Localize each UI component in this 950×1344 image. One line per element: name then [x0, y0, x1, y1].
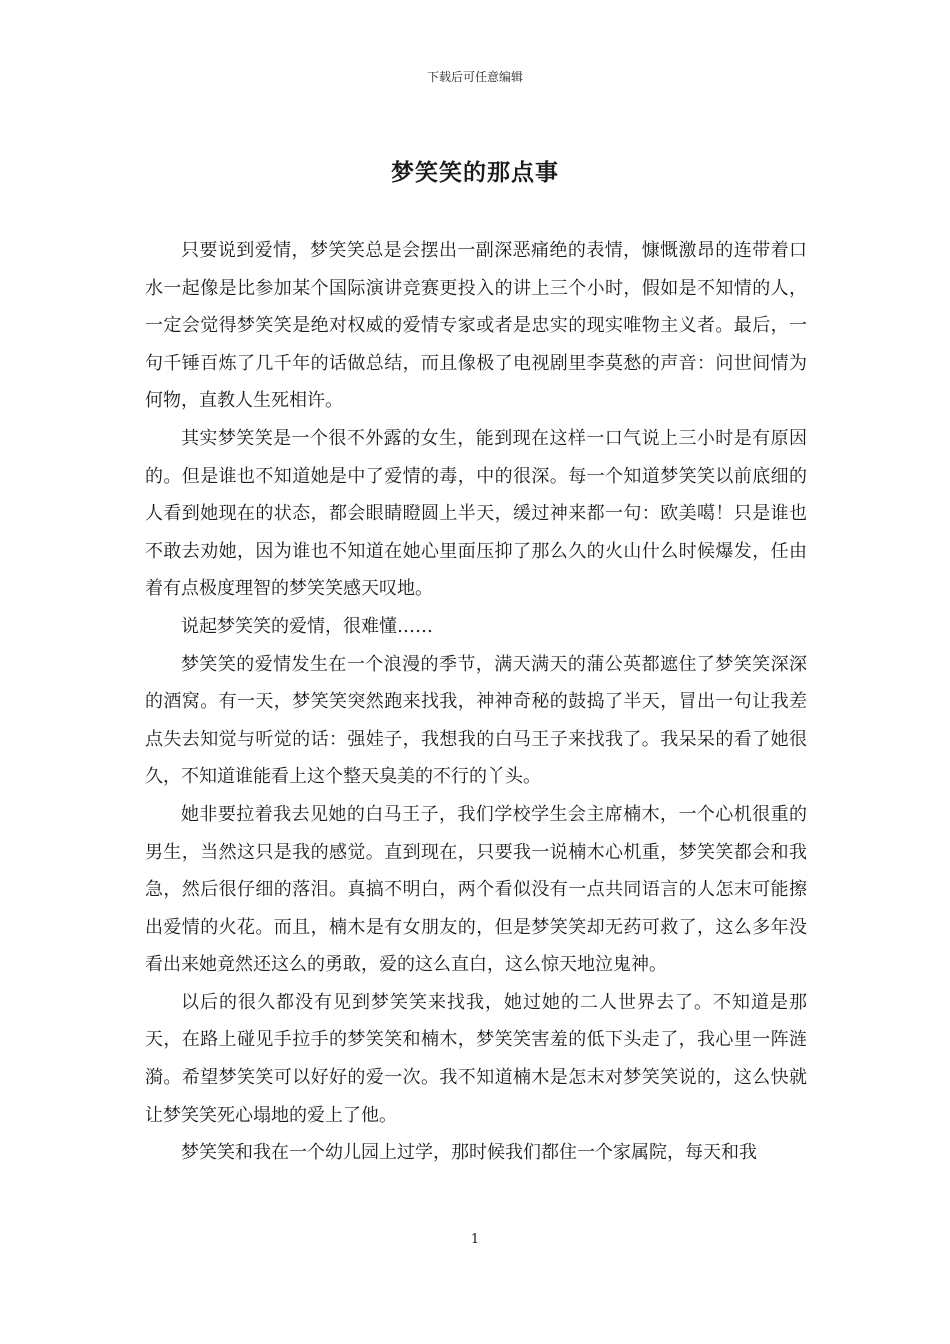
paragraph: 说起梦笑笑的爱情，很难懂……: [181, 615, 433, 637]
paragraph: 梦笑笑的爱情发生在一个浪漫的季节，满天满天的蒲公英都遮住了梦笑笑深深的酒窝。有一天，梦笑笑突然跑来找我，神神奇秘的鼓捣了半天，冒出一句让我差点失去知觉与听觉的话：强娃子，我想我的白马王子来找我了。我呆呆的看了她很久，不知道谁能看上这个整天臭美的不行的丫头。: [145, 653, 807, 788]
document-title: 梦笑笑的那点事: [391, 159, 559, 186]
paragraph: 只要说到爱情，梦笑笑总是会摆出一副深恶痛绝的表情，慷慨激昂的连带着口水一起像是比参加某个国际演讲竞赛更投入的讲上三个小时，假如是不知情的人，一定会觉得梦笑笑是绝对权威的爱情专家或者是忠实的现实唯物主义者。最后，一句千锤百炼了几千年的话做总结，而且像极了电视剧里李莫愁的声音：问世间情为何物，直教人生死相许。: [145, 240, 807, 412]
paragraph: 她非要拉着我去见她的白马王子，我们学校学生会主席楠木，一个心机很重的男生，当然这只是我的感觉。直到现在，只要我一说楠木心机重，梦笑笑都会和我急，然后很仔细的落泪。真搞不明白，两个看似没有一点共同语言的人怎末可能擦出爱情的火花。而且，楠木是有女朋友的，但是梦笑笑却无药可救了，这么多年没看出来她竟然还这么的勇敢，爱的这么直白，这么惊天地泣鬼神。: [145, 803, 807, 976]
page-number: 1: [470, 1232, 480, 1247]
paragraph: 其实梦笑笑是一个很不外露的女生，能到现在这样一口气说上三小时是有原因的。但是谁也不知道她是中了爱情的毒，中的很深。每一个知道梦笑笑以前底细的人看到她现在的状态，都会眼睛瞪圆上半天，缓过神来都一句：欧美噶！只是谁也不敢去劝她，因为谁也不知道在她心里面压抑了那么久的火山什么时候爆发，任由着有点极度理智的梦笑笑感天叹地。: [145, 427, 807, 600]
header-note: 下载后可任意编辑: [426, 70, 523, 84]
document-body: [145, 232, 807, 1172]
paragraph: 以后的很久都没有见到梦笑笑来找我，她过她的二人世界去了。不知道是那天，在路上碰见手拉手的梦笑笑和楠木，梦笑笑害羞的低下头走了，我心里一阵涟漪。希望梦笑笑可以好好的爱一次。我不知道楠木是怎末对梦笑笑说的，这么快就让梦笑笑死心塌地的爱上了他。: [145, 991, 807, 1126]
paragraph: 梦笑笑和我在一个幼儿园上过学，那时候我们都住一个家属院，每天和我: [181, 1142, 757, 1164]
